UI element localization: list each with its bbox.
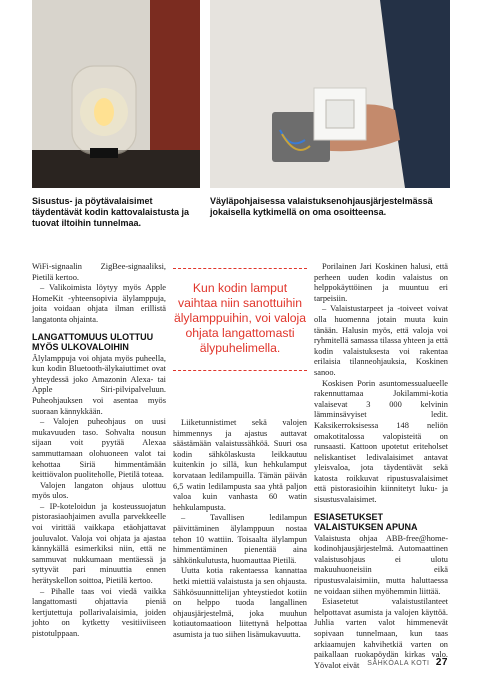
paragraph: – Valojen puheohjaus on uusi mukavuuden taso. Sohvalta nousun sijaan voit pyytää Alexaa sammuttamaan olohuoneen valot tai kehottaa Siriä himmentämään keittiövalon puoliteholle, Pietilä toteaa. bbox=[32, 417, 166, 480]
section-heading: ESIASETUKSET VALAISTUKSEN APUNA bbox=[314, 511, 418, 532]
paragraph: Liiketunnistimet sekä valojen himmennys ja ajastus auttavat säästämään valaistussähköä. Suuri osa kodin sähkölaskusta leikkautuu kuitenkin jo sillä, kun hehkulamput korvataan ledilampuilla. Tämän päivän 6,5 watin ledilampusta saa yhtä paljon valoa kuin vanhasta 60 watin hehkulampusta. bbox=[173, 418, 307, 512]
paragraph: – Tavallisen ledilampun päivittäminen älylamppuun nostaa tehon 10 wattiin. Toisaalta älylampun himmentäminen pienentää aina sähkönkulutusta, huomauttaa Pietilä. bbox=[173, 513, 307, 565]
paragraph: Koskisen Porin asuntomessualueelle rakennuttamaa Jokilammi-kotia valaisevat 3 000 kelvinin lämminsävyiset ledit. Kaksikerroksisessa 148 neliön omakotitalossa valopisteitä on runsaasti. Kattoon upotetut eriteholset neliskantiset ledivalaisimet antavat yleisvaloa, jota täydentävät sekä katosta roikkuvat ripustusvalaisimet että pistorasioihin kiinnitetyt luku- ja sisustusvalaisimet. bbox=[314, 378, 448, 505]
article-column-3 bbox=[314, 262, 448, 671]
paragraph: – Valaistustarpeet ja -toiveet voivat olla huomenna jotain muuta kuin tänään. Halusin myös, että valoja voi ryhmitellä samassa tilassa yhteen ja että kodin valaistuksesta voi rakentaa erilaisia tilanneohjauksia, Koskinen sanoo. bbox=[314, 304, 448, 377]
paragraph: Uutta kotia rakentaessa kannattaa hetki miettiä valaistusta ja sen ohjausta. Sähkösuunnittelijan yhteystiedot kotiin on helppo tuoda langallinen ohjausjärjestelmä, joka muuhun kotiautomaatioon liitettynä helpottaa asumista ja tuo siihen lisämukavuutta. bbox=[173, 566, 307, 639]
left-photo-caption: Sisustus- ja pöytävalaisimet täydentävät kodin kattovalaistusta ja tuovat iltoihin tunnelmaa. bbox=[32, 196, 190, 228]
paragraph: Porilainen Jari Koskinen halusi, että perheen uuden kodin valaistus on helppokäyttöinen ja muuntuu eri tarpeisiin. bbox=[314, 262, 448, 303]
paragraph: Valaistusta ohjaa ABB-free@home-kodinohjausjärjestelmä. Automaattinen valaistusohjaus ei ulotu makuuhuoneisiin eikä ripustusvalaisimiin, mutta haluttaessa ne voidaan siihen myöhemmin liittää. bbox=[314, 533, 448, 596]
paragraph: Valojen langaton ohjaus ulottuu myös ulos. bbox=[32, 480, 166, 501]
paragraph: – Valikoimista löytyy myös Apple HomeKit -yhteensopivia älylamppuja, joita voidaan ohjata ilman erillistä langatonta ohjainta. bbox=[32, 283, 166, 324]
pull-quote: Kun kodin lamput vaihtaa niin sanottuihin älylamppuihin, voi valoja ohjata langattomasti älypuhelimella. bbox=[173, 268, 307, 371]
page-footer bbox=[367, 657, 448, 668]
page-number: 27 bbox=[435, 657, 448, 668]
paragraph: – Pihalle taas voi viedä vaikka langattomasti ohjattavia pieniä kertjutettuja pollarivalaisimia, joiden johto on kytketty vesitiiviiseen pistotulppaan. bbox=[32, 586, 166, 638]
paragraph: – IP-koteloidun ja kosteussuojatun pistorasiaohjaimen avulla parvekkeelle voi virittää vaikkapa etäohjattavat jouluvalot. Valoja voi ohjata ja ajastaa kännykällä esimerkiksi niin, että ne sammuvat nukkumaan mentäessä ja syttyvät pari minuuttia ennen herätyskellon soittoa, Pietilä kertoo. bbox=[32, 501, 166, 586]
paragraph: Älylamppuja voi ohjata myös puheella, kun kodin Bluetooth-älykaiuttimet ovat yhteydessä joko Amazonin Alexa- tai Apple Siri-pilvipalveluun. Puheohjauksen voi asentaa myös suoraan kännykkään. bbox=[32, 353, 166, 416]
article-column-1 bbox=[32, 262, 166, 640]
table-lamp-illustration bbox=[32, 0, 200, 188]
paragraph: WiFi-signaalin ZigBee-signaaliksi, Pietilä kertoo. bbox=[32, 262, 166, 282]
section-heading: LANGATTOMUUS ULOTTUU MYÖS ULKOVALOIHIN bbox=[32, 331, 154, 352]
right-photo-caption: Väyläpohjaisessa valaistuksenohjausjärjestelmässä jokaisella kytkimellä on oma osoitteensa. bbox=[210, 196, 433, 217]
lamp-photo bbox=[32, 0, 200, 188]
switch-installation-photo bbox=[210, 0, 450, 188]
magazine-name: SÄHKÖALA KOTI bbox=[367, 660, 430, 667]
wall-switch-illustration bbox=[210, 0, 450, 188]
article-column-2 bbox=[173, 418, 307, 640]
paragraph: Esiasetetut valaistustilanteet helpottavat asumista ja valojen käyttöä. Juhlia varten valot himmenevät sopivaan tunnelmaan, kun taas arkiaamujen kahvihetkiä varten on paikallaan ruokapöydän kirkas valo. Yövalot eivät bbox=[314, 597, 448, 670]
